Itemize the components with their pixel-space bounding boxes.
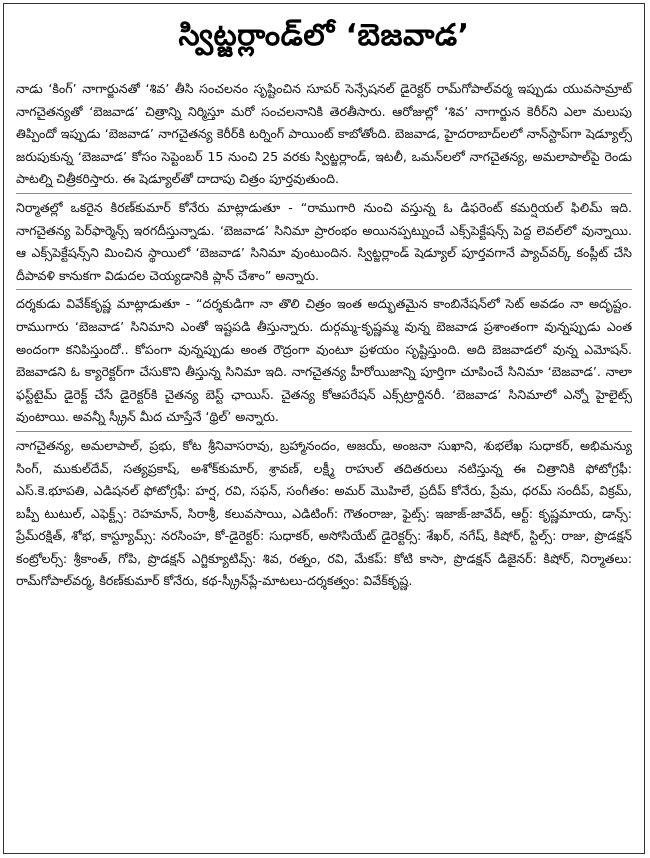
paragraph-intro: నాడు ‘కింగ్‌’ నాగార్జునతో ‘శివ’ తీసి సంచలనం సృష్టించిన సూపర్‌ సెన్సేషనల్‌ డైరెక్టర్‌ రామ్‌గోపాల్‌వర్మ ఇప్పుడు యువసామ్రాట్‌ నాగచైతన్యతో ‘బెజవాడ’ చిత్రాన్ని నిర్మిస్తూ మరో సంచలనానికి తెరతీసారు. ఆరోజుల్లో ‘శివ’ నాగార్జున కెరీర్‌ని ఎలా మలుపు తిప్పిందో ఇప్పుడు ‘బెజవాడ’ నాగచైతన్య కెరీర్‌కి టర్నింగ్‌ పాయింట్‌ కాబోతోంది. బెజవాడ, హైదరాబాద్‌లలో నాన్‌స్టాప్‌గా షెడ్యూల్స్‌ జరుపుకున్న ‘బెజవాడ’ కోసం సెప్టెంబర్‌ 15 నుంచి 25 వరకు స్విట్జర్లాండ్‌, ఇటలీ, ఒమన్‌లలో నాగచైతన్య, అమలాపాల్‌పై రెండు పాటల్ని చిత్రీకరిస్తారు. ఈ షెడ్యూల్‌తో దాదాపు చిత్రం పూర్తవుతుంది. [16,78,632,194]
paragraph-director-quote: దర్శకుడు వివేక్‌కృష్ణ మాట్లాడుతూ - “దర్శకుడిగా నా తొలి చిత్రం ఇంత అద్భుతమైన కాంబినేషన్‌లో సెట్‌ అవడం నా అదృష్టం. రాముగారు ‘బెజవాడ’ సినిమాని ఎంతో ఇష్టపడి తీస్తున్నారు. దుర్గమ్మ-కృష్ణమ్మ వున్న బెజవాడ ప్రశాంతంగా వున్నప్పుడు ఎంత అందంగా కనిపిస్తుందో.. కోపంగా వున్నప్పుడు అంత రౌద్రంగా వుంటూ ప్రళయం సృష్టిస్తుంది. అది బెజవాడలో వున్న ఎమోషన్‌. బెజవాడని ఓ క్యారెక్టర్‌గా చేసుకొని తీస్తున్న సినిమా ఇది. నాగచైతన్య హీరోయిజాన్ని పూర్తిగా చూపించే సినిమా ‘బెజవాడ’. నాలా ఫస్ట్‌టైమ్‌ డైరెక్ట్‌ చేసే డైరెక్టర్‌కి చైతన్య బెస్ట్‌ ఛాయిస్‌. చైతన్య కోఆపరేషన్‌ ఎక్స్‌ట్రార్డినరీ. ‘బెజవాడ’ సినిమాలో ఎన్నో హైలైట్స్‌ వుంటాయి. అవన్నీ స్క్రీన్‌ మీద చూస్తేనే ‘థ్రిల్‌’ అన్నారు. [16,293,632,432]
paragraph-cast-crew: నాగచైతన్య, అమలాపాల్‌, ప్రభు, కోట శ్రీనివాసరావు, బ్రహ్మానందం, అజయ్‌, అంజనా సుఖాని, శుభలేఖ సుధాకర్‌, అభిమన్యు సింగ్‌, ముకుల్‌దేవ్‌, సత్యప్రకాష్‌, అశోక్‌కుమార్‌, శ్రావణ్‌, లక్ష్మీ రాహుల్‌ తదితరులు నటిస్తున్న ఈ చిత్రానికి ఫోటోగ్రఫీ: ఎస్‌.కె.భూపతి, ఎడిషనల్‌ ఫోటోగ్రఫీ: హర్ష, రవి, సఫన్‌, సంగీతం: అమర్‌ మొహిలే, ప్రదీప్‌ కోనేరు, ప్రేమ, ధరమ్‌ సందీప్‌, విక్రమ్‌, బప్పీ టుటుల్‌, ఎఫెక్ట్స్‌: రెహమాన్‌, సిరాశ్రీ, కలువసాయి, ఎడిటింగ్‌: గౌతంరాజు, ఫైట్స్‌: ఇజాజ్‌-జావేద్‌, ఆర్ట్‌: కృష్ణమాయ, డాన్స్‌: ప్రేమ్‌రక్షిత్‌, శోభ, కాస్ట్యూమ్స్‌: నరసింహ, కో-డైరెక్టర్‌: సుధాకర్‌, అసోసియేట్‌ డైరెక్టర్స్‌: శేఖర్‌, నగేష్‌, కిషోర్‌, స్టిల్స్‌: రాజు, ప్రొడక్షన్‌ కంట్రోలర్స్‌: శ్రీకాంత్‌, గోపి, ప్రొడక్షన్‌ ఎగ్జిక్యూటివ్స్‌: శివ, రత్నం, రవి, మేకప్‌: కోటి కాసా, ప్రొడక్షన్‌ డిజైనర్‌: కిషోర్‌, నిర్మాతలు: రామ్‌గోపాల్‌వర్మ, కిరణ్‌కుమార్‌ కోనేరు, కథ-స్క్రీన్‌ప్లే-మాటలు-దర్శకత్వం: వివేక్‌కృష్ణ. [16,437,632,589]
article-body [16,78,632,595]
paragraph-producer-quote: నిర్మాతల్లో ఒకరైన కిరణ్‌కుమార్‌ కోనేరు మాట్లాడుతూ - “రాముగారి నుంచి వస్తున్న ఓ డిఫరెంట్‌ కమర్షియల్‌ ఫిలిమ్‌ ఇది. నాగచైతన్య పెర్‌ఫార్మెన్స్‌ ఇరగదీస్తున్నాడు. ‘బెజవాడ’ సినిమా ప్రారంభం అయినప్పట్నుంచే ఎక్స్‌పెక్టేషన్స్‌ పెద్ద లెవల్‌లో వున్నాయి. ఆ ఎక్స్‌పెక్టేషన్స్‌ని మించిన స్థాయిలో ‘బెజవాడ’ సినిమా వుంటుందిన. స్విట్జర్లాండ్‌ షెడ్యూల్‌ పూర్తవగానే ప్యాచ్‌వర్క్‌ కంప్లీట్‌ చేసి దీపావళి కానుకగా విడుదల చెయ్యడానికి ప్లాన్‌ చేశాం” అన్నారు. [16,197,632,290]
article-headline: స్విట్జర్లాండ్‌లో ‘బెజవాడ’ [178,18,470,53]
news-article [3,3,645,854]
